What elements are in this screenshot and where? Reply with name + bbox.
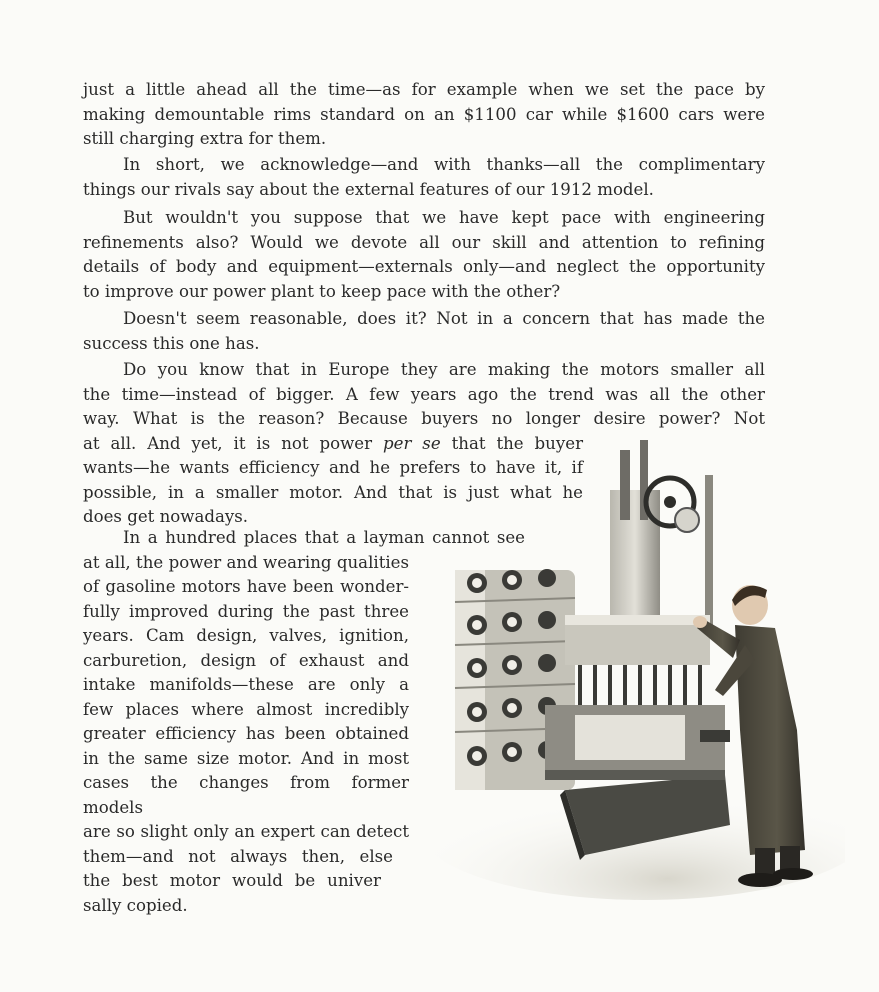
text-line: In short, we acknowledge—and with thanks—all the complimentary xyxy=(123,155,765,174)
text-line: carburetion, design of exhaust and xyxy=(83,650,409,670)
text-line: way. What is the reason? Because buyers no longer desire power? Not xyxy=(83,409,765,428)
text-line: the time—instead of bigger. A few years ago the trend was all the other xyxy=(83,384,765,404)
text-line: the best motor would be univer xyxy=(83,871,381,890)
text-line: possible, in a smaller motor. And that is just what he xyxy=(83,482,583,502)
machine-column xyxy=(610,440,713,635)
text-line: fully improved during the past three xyxy=(83,601,409,621)
text-line: in the same size motor. And in most xyxy=(83,748,409,768)
text-line: still charging extra for them. xyxy=(83,129,327,148)
text-line: details of body and equipment—externals only—and neglect the opportunity xyxy=(83,257,765,276)
text-line: But wouldn't you suppose that we have kept pace with engineering xyxy=(123,208,765,227)
text-line: them—and not always then, else xyxy=(83,846,393,866)
text-line: intake manifolds—these are only a xyxy=(83,675,409,694)
spindle-head xyxy=(565,615,710,705)
italic-phrase: per se xyxy=(383,433,441,453)
text-line: to improve our power plant to keep pace with the other? xyxy=(83,281,561,301)
text-line: few places where almost incredibly xyxy=(83,699,409,719)
text-line: just a little ahead all the time—as for example when we set the pace by xyxy=(83,80,765,99)
paragraph-in-short xyxy=(83,153,765,202)
work-table xyxy=(545,705,730,780)
text-line: are so slight only an expert can detect xyxy=(83,822,409,841)
text-line: Doesn't seem reasonable, does it? Not in a concern that has made the xyxy=(123,309,765,328)
text-segment: that the buyer xyxy=(440,433,583,453)
paragraph-doesnt-seem-reasonable xyxy=(83,307,765,356)
paragraph-demountable-rims xyxy=(83,78,765,152)
text-line: success this one has. xyxy=(83,333,260,353)
text-line: wants—he wants efficiency and he prefers to have it, if xyxy=(83,458,583,477)
text-line: In a hundred places that a layman cannot see xyxy=(123,528,525,547)
text-line: of gasoline motors have been wonder- xyxy=(83,577,409,596)
text-line: refinements also? Would we devote all our skill and attention to refining xyxy=(83,232,765,252)
text-line: at all, the power and wearing qualities xyxy=(83,552,409,572)
text-line: greater efficiency has been obtained xyxy=(83,724,409,743)
text-line: making demountable rims standard on an $1100 car while $1600 cars were xyxy=(83,104,765,124)
text-segment: at all. And yet, it is not power xyxy=(83,433,383,453)
text-line: does get nowadays. xyxy=(83,507,249,526)
paragraph-engineering-refinements xyxy=(83,206,765,304)
text-line: cases the changes from former models xyxy=(83,773,409,817)
text-line: years. Cam design, valves, ignition, xyxy=(83,626,409,645)
text-line: sally copied. xyxy=(83,895,188,915)
drilling-machine-illustration xyxy=(415,430,845,900)
text-line: Do you know that in Europe they are making the motors smaller all xyxy=(123,360,765,379)
text-line: things our rivals say about the external features of our 1912 model. xyxy=(83,179,654,199)
